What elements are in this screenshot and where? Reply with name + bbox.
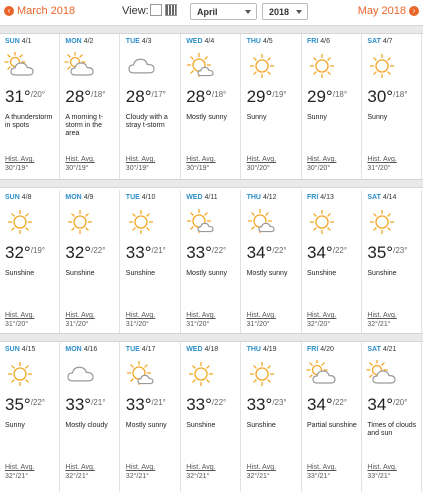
- hist-avg-link[interactable]: Hist. Avg.: [367, 312, 397, 319]
- forecast-description: Sunny: [307, 114, 327, 121]
- temperature: [126, 243, 166, 263]
- next-month-label: May 2018: [357, 5, 406, 17]
- forecast-description: Times of clouds and sun: [367, 422, 417, 437]
- week-divider: [0, 25, 423, 34]
- hist-avg-value: 30°/20°: [307, 165, 331, 172]
- day-cell[interactable]: [181, 34, 241, 184]
- temperature: [65, 395, 105, 415]
- week-row: [0, 190, 423, 340]
- day-cell[interactable]: [242, 190, 302, 340]
- weekday: THU: [246, 38, 261, 45]
- hist-avg-link[interactable]: Hist. Avg.: [307, 156, 337, 163]
- high-temp: 34°: [246, 243, 273, 262]
- temperature: [126, 395, 166, 415]
- hist-avg-link[interactable]: Hist. Avg.: [367, 156, 397, 163]
- high-temp: 32°: [65, 243, 92, 262]
- day-cell[interactable]: [0, 342, 60, 492]
- high-temp: 29°: [307, 87, 333, 106]
- day-label: [247, 346, 277, 353]
- hist-avg-link[interactable]: Hist. Avg.: [246, 464, 277, 471]
- sun-icon: [4, 208, 36, 236]
- forecast-description: Mostly sunny: [186, 270, 228, 277]
- hist-avg-value: 31°/20°: [125, 321, 149, 328]
- day-cell[interactable]: [362, 190, 422, 340]
- day-label: [126, 38, 152, 45]
- high-temp: 28°: [65, 87, 92, 106]
- date: 4/5: [262, 38, 273, 45]
- high-temp: 33°: [186, 395, 212, 414]
- day-label: [5, 346, 35, 353]
- weekday: SUN: [5, 194, 20, 201]
- hist-avg-link[interactable]: Hist. Avg.: [125, 464, 156, 471]
- week-divider: [0, 179, 423, 188]
- hist-avg-value: 30°/19°: [65, 165, 89, 172]
- day-label: [186, 346, 218, 353]
- hist-avg-value: 32°/21°: [65, 473, 89, 480]
- date: 4/19: [262, 346, 277, 353]
- mostly-sunny-icon: [125, 360, 157, 388]
- low-temp: /22°: [272, 246, 287, 255]
- date: 4/6: [320, 38, 330, 45]
- day-label: [367, 194, 396, 201]
- hist-avg-value: 30°/19°: [5, 165, 29, 172]
- low-temp: /18°: [332, 90, 348, 99]
- day-cell[interactable]: [121, 190, 181, 340]
- temperature: [186, 243, 226, 263]
- high-temp: 33°: [246, 395, 273, 414]
- day-label: [367, 346, 396, 353]
- high-temp: 33°: [125, 395, 152, 414]
- week-row: [0, 34, 423, 184]
- low-temp: /22°: [332, 246, 348, 255]
- weekday: FRI: [307, 38, 319, 45]
- year-select-value: 2018: [269, 7, 290, 17]
- hist-avg-link[interactable]: Hist. Avg.: [5, 312, 35, 319]
- month-select[interactable]: [190, 3, 257, 20]
- weekday: WED: [186, 38, 203, 45]
- day-cell[interactable]: [302, 34, 362, 184]
- forecast-description: Sunshine: [367, 270, 397, 277]
- sun-icon: [366, 52, 398, 80]
- hist-avg-value: 32°/21°: [125, 473, 149, 480]
- low-temp: /19°: [272, 90, 287, 99]
- day-label: [186, 38, 214, 45]
- hist-avg-value: 32°/21°: [5, 473, 29, 480]
- day-cell[interactable]: [60, 34, 120, 184]
- cloud-icon: [125, 52, 157, 80]
- day-cell[interactable]: [121, 34, 181, 184]
- high-temp: 33°: [186, 243, 212, 262]
- day-cell[interactable]: [60, 190, 120, 340]
- hist-avg-link[interactable]: Hist. Avg.: [5, 464, 35, 471]
- chevron-down-icon: [296, 10, 302, 14]
- day-cell[interactable]: [0, 190, 60, 340]
- date: 4/21: [382, 346, 397, 353]
- weekday: TUE: [125, 194, 140, 201]
- forecast-description: Mostly sunny: [186, 114, 228, 121]
- week-divider: [0, 333, 423, 342]
- low-temp: /18°: [393, 90, 408, 99]
- temperature: [65, 243, 105, 263]
- list-view-icon[interactable]: [150, 4, 162, 16]
- high-temp: 28°: [186, 87, 212, 106]
- sun-icon: [306, 52, 338, 80]
- temperature: [307, 87, 347, 107]
- mostly-sunny-icon: [185, 52, 217, 80]
- sun-icon: [185, 360, 217, 388]
- weekday: SAT: [367, 38, 381, 45]
- next-month-link[interactable]: [358, 5, 419, 17]
- forecast-description: Mostly cloudy: [65, 422, 108, 429]
- partly-cloudy-icon: [64, 52, 96, 80]
- temperature: [247, 87, 287, 107]
- temperature: [367, 87, 407, 107]
- partly-cloudy-icon: [4, 52, 36, 80]
- temperature: [367, 395, 407, 415]
- weekday: FRI: [307, 346, 319, 353]
- low-temp: /18°: [211, 90, 227, 99]
- low-temp: /20°: [30, 90, 46, 99]
- weekday: MON: [65, 38, 82, 45]
- forecast-description: Mostly sunny: [125, 422, 167, 429]
- forecast-description: Sunny: [367, 114, 388, 121]
- day-cell[interactable]: [302, 190, 362, 340]
- day-cell[interactable]: [242, 342, 302, 492]
- weekday: SUN: [5, 346, 20, 353]
- high-temp: 29°: [246, 87, 273, 106]
- day-label: [5, 38, 31, 45]
- sun-icon: [306, 208, 338, 236]
- low-temp: /21°: [151, 246, 166, 255]
- day-label: [367, 38, 392, 45]
- sun-icon: [4, 360, 36, 388]
- forecast-description: Mostly sunny: [246, 270, 288, 277]
- forecast-description: A morning t-storm in the area: [65, 114, 104, 137]
- hist-avg-link[interactable]: Hist. Avg.: [65, 312, 95, 319]
- sun-icon: [246, 52, 278, 80]
- day-label: [65, 346, 97, 353]
- day-label: [307, 38, 330, 45]
- hist-avg-link[interactable]: Hist. Avg.: [186, 464, 216, 471]
- date: 4/17: [141, 346, 156, 353]
- forecast-description: A thunderstorm in spots: [5, 114, 53, 129]
- hist-avg-value: 33°/21°: [307, 473, 331, 480]
- temperature: [307, 243, 347, 263]
- high-temp: 33°: [125, 243, 152, 262]
- weekday: FRI: [307, 194, 319, 201]
- hist-avg-value: 31°/20°: [367, 165, 391, 172]
- mostly-sunny-icon: [185, 208, 217, 236]
- day-cell[interactable]: [121, 342, 181, 492]
- chevron-left-icon: ‹: [4, 6, 14, 16]
- day-cell[interactable]: [362, 342, 422, 492]
- date: 4/11: [204, 194, 218, 201]
- partly-cloudy-icon: [306, 360, 338, 388]
- hist-avg-value: 30°/19°: [186, 165, 210, 172]
- date: 4/9: [83, 194, 94, 201]
- temperature: [307, 395, 347, 415]
- hist-avg-link[interactable]: Hist. Avg.: [65, 156, 95, 163]
- temperature: [247, 243, 287, 263]
- forecast-description: Sunshine: [125, 270, 155, 277]
- low-temp: /18°: [91, 90, 106, 99]
- forecast-description: Sunny: [5, 422, 25, 429]
- day-label: [186, 194, 217, 201]
- day-cell[interactable]: [60, 342, 120, 492]
- high-temp: 34°: [307, 243, 333, 262]
- hist-avg-link[interactable]: Hist. Avg.: [307, 464, 337, 471]
- date: 4/16: [83, 346, 98, 353]
- temperature: [5, 87, 45, 107]
- forecast-description: Partial sunshine: [307, 422, 357, 429]
- hist-avg-value: 30°/20°: [246, 165, 270, 172]
- forecast-description: Sunshine: [186, 422, 216, 429]
- cloud-icon: [64, 360, 96, 388]
- low-temp: /23°: [393, 246, 408, 255]
- temperature: [186, 87, 226, 107]
- hist-avg-value: 30°/19°: [125, 165, 149, 172]
- view-label: View:: [122, 5, 149, 17]
- hist-avg-value: 32°/20°: [307, 321, 331, 328]
- low-temp: /22°: [211, 398, 227, 407]
- high-temp: 31°: [5, 87, 31, 106]
- chevron-right-icon: ›: [409, 6, 419, 16]
- date: 4/1: [21, 38, 32, 45]
- hist-avg-link[interactable]: Hist. Avg.: [246, 312, 277, 319]
- forecast-description: Cloudy with a stray t-storm: [125, 114, 168, 129]
- low-temp: /21°: [151, 398, 166, 407]
- partly-cloudy-icon: [366, 360, 398, 388]
- hist-avg-value: 31°/20°: [5, 321, 29, 328]
- day-label: [307, 194, 334, 201]
- high-temp: 35°: [367, 243, 394, 262]
- weekday: SAT: [367, 346, 381, 353]
- day-cell[interactable]: [362, 34, 422, 184]
- low-temp: /23°: [272, 398, 287, 407]
- low-temp: /22°: [211, 246, 227, 255]
- weekday: THU: [246, 346, 261, 353]
- prev-month-link[interactable]: [4, 5, 75, 17]
- weekday: WED: [186, 194, 203, 201]
- temperature: [65, 87, 105, 107]
- date: 4/13: [320, 194, 334, 201]
- temperature: [367, 243, 407, 263]
- sun-icon: [366, 208, 398, 236]
- prev-month-label: March 2018: [17, 5, 76, 17]
- date: 4/4: [204, 38, 215, 45]
- day-label: [126, 346, 156, 353]
- sun-icon: [125, 208, 157, 236]
- date: 4/14: [382, 194, 397, 201]
- day-label: [5, 194, 31, 201]
- temperature: [5, 395, 45, 415]
- day-cell[interactable]: [302, 342, 362, 492]
- hist-avg-link[interactable]: Hist. Avg.: [307, 312, 337, 319]
- hist-avg-value: 31°/20°: [246, 321, 270, 328]
- week-row: [0, 342, 423, 492]
- high-temp: 35°: [5, 395, 31, 414]
- weekday: MON: [65, 194, 82, 201]
- date: 4/18: [204, 346, 219, 353]
- date: 4/12: [262, 194, 277, 201]
- hist-avg-link[interactable]: Hist. Avg.: [125, 156, 156, 163]
- day-label: [65, 194, 93, 201]
- date: 4/10: [141, 194, 156, 201]
- high-temp: 34°: [307, 395, 333, 414]
- low-temp: /20°: [393, 398, 408, 407]
- hist-avg-value: 33°/21°: [367, 473, 391, 480]
- weekday: MON: [65, 346, 82, 353]
- hist-avg-link[interactable]: Hist. Avg.: [186, 156, 216, 163]
- high-temp: 33°: [65, 395, 92, 414]
- weekday: WED: [186, 346, 203, 353]
- day-label: [65, 38, 93, 45]
- date: 4/3: [141, 38, 152, 45]
- temperature: [186, 395, 226, 415]
- forecast-description: Sunny: [246, 114, 267, 121]
- weekday: SAT: [367, 194, 381, 201]
- hist-avg-value: 32°/21°: [367, 321, 391, 328]
- hist-avg-link[interactable]: Hist. Avg.: [367, 464, 397, 471]
- date: 4/8: [21, 194, 32, 201]
- date: 4/20: [320, 346, 334, 353]
- high-temp: 30°: [367, 87, 394, 106]
- sun-icon: [64, 208, 96, 236]
- hist-avg-link[interactable]: Hist. Avg.: [65, 464, 95, 471]
- day-cell[interactable]: [242, 34, 302, 184]
- high-temp: 34°: [367, 395, 394, 414]
- date: 4/2: [83, 38, 94, 45]
- chevron-down-icon: [245, 10, 251, 14]
- day-label: [247, 38, 273, 45]
- low-temp: /22°: [30, 398, 46, 407]
- calendar-toolbar: [0, 0, 423, 24]
- forecast-description: Sunshine: [5, 270, 35, 277]
- high-temp: 28°: [125, 87, 152, 106]
- grid-view-icon[interactable]: [165, 4, 177, 16]
- forecast-description: Sunshine: [65, 270, 95, 277]
- low-temp: /21°: [91, 398, 106, 407]
- hist-avg-link[interactable]: Hist. Avg.: [186, 312, 216, 319]
- date: 4/15: [21, 346, 36, 353]
- high-temp: 32°: [5, 243, 31, 262]
- year-select[interactable]: [262, 3, 308, 20]
- low-temp: /19°: [30, 246, 46, 255]
- forecast-description: Sunshine: [307, 270, 337, 277]
- temperature: [247, 395, 287, 415]
- hist-avg-link[interactable]: Hist. Avg.: [246, 156, 277, 163]
- day-cell[interactable]: [181, 190, 241, 340]
- day-label: [307, 346, 334, 353]
- temperature: [126, 87, 166, 107]
- hist-avg-value: 32°/21°: [246, 473, 270, 480]
- hist-avg-value: 32°/21°: [186, 473, 210, 480]
- date: 4/7: [382, 38, 393, 45]
- day-label: [247, 194, 277, 201]
- hist-avg-value: 31°/20°: [65, 321, 89, 328]
- day-label: [126, 194, 156, 201]
- forecast-description: Sunshine: [246, 422, 276, 429]
- sun-icon: [246, 360, 278, 388]
- mostly-sunny-icon: [246, 208, 278, 236]
- low-temp: /17°: [151, 90, 166, 99]
- day-cell[interactable]: [181, 342, 241, 492]
- weekday: TUE: [125, 346, 140, 353]
- low-temp: /22°: [91, 246, 106, 255]
- day-cell[interactable]: [0, 34, 60, 184]
- weekday: THU: [246, 194, 261, 201]
- weekday: TUE: [125, 38, 140, 45]
- month-select-value: April: [197, 7, 218, 17]
- low-temp: /22°: [332, 398, 348, 407]
- weekday: SUN: [5, 38, 20, 45]
- hist-avg-link[interactable]: Hist. Avg.: [125, 312, 156, 319]
- hist-avg-value: 31°/20°: [186, 321, 210, 328]
- hist-avg-link[interactable]: Hist. Avg.: [5, 156, 35, 163]
- temperature: [5, 243, 45, 263]
